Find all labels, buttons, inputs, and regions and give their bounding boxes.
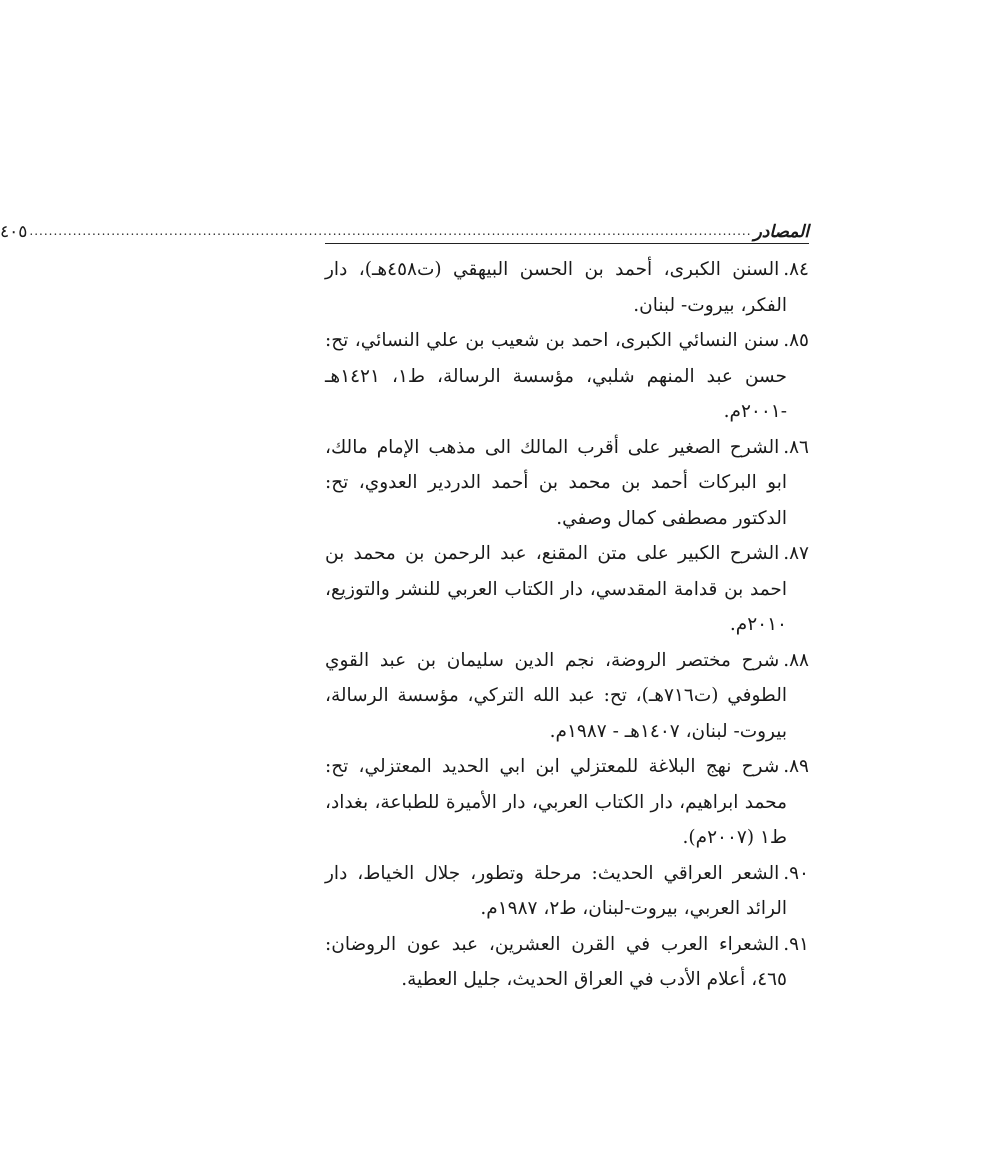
dot-leader: ......................................................................................................................................................	[29, 224, 752, 238]
page-number: ٤٠٥	[0, 222, 28, 242]
section-title: المصادر	[753, 222, 809, 242]
entry-text: الشرح الصغير على أقرب المالك الى مذهب الإمام مالك، ابو البركات أحمد بن محمد بن أحمد الدردير العدوي، تح: الدكتور مصطفى كمال وصفي.	[325, 436, 787, 529]
running-header	[0, 216, 809, 242]
entry-number: ٨٥.	[783, 330, 809, 351]
bibliography-entry	[325, 323, 809, 430]
entry-text: شرح نهج البلاغة للمعتزلي ابن ابي الحديد المعتزلي، تح: محمد ابراهيم، دار الكتاب العربي، دار الأميرة للطباعة، بغداد، ط١ (٢٠٠٧م).	[325, 756, 787, 848]
entry-number: ٨٦.	[783, 436, 809, 458]
bibliography-list	[325, 252, 809, 998]
entry-number: ٩٠.	[783, 862, 809, 884]
bibliography-entry	[325, 749, 809, 856]
entry-text: الشعراء العرب في القرن العشرين، عبد عون الروضان: ٤٦٥، أعلام الأدب في العراق الحديث، جليل العطية.	[325, 933, 787, 990]
entry-text: السنن الكبرى، أحمد بن الحسن البيهقي (ت٤٥٨هـ)، دار الفكر، بيروت- لبنان.	[325, 259, 787, 316]
entry-text: سنن النسائي الكبرى، احمد بن شعيب بن علي النسائي، تح: حسن عبد المنهم شلبي، مؤسسة الرسالة، ط١، ١٤٢١هـ -٢٠٠١م.	[325, 330, 787, 422]
entry-number: ٨٧.	[783, 543, 809, 564]
entry-number: ٨٩.	[783, 756, 809, 777]
bibliography-entry	[325, 252, 809, 323]
entry-text: الشرح الكبير على متن المقنع، عبد الرحمن بن محمد بن احمد بن قدامة المقدسي، دار الكتاب العربي للنشر والتوزيع، ٢٠١٠م.	[325, 543, 787, 635]
entry-number: ٨٨.	[783, 649, 809, 671]
bibliography-entry	[325, 927, 809, 998]
entry-text: الشعر العراقي الحديث: مرحلة وتطور، جلال الخياط، دار الرائد العربي، بيروت-لبنان، ط٢، ١٩٨٧م.	[325, 862, 787, 919]
bibliography-entry	[325, 430, 809, 537]
entry-number: ٩١.	[783, 933, 809, 955]
entry-number: ٨٤.	[783, 259, 809, 280]
bibliography-entry	[325, 643, 809, 750]
header-rule	[325, 243, 809, 244]
entry-text: شرح مختصر الروضة، نجم الدين سليمان بن عبد القوي الطوفي (ت٧١٦هـ)، تح: عبد الله التركي، مؤسسة الرسالة، بيروت- لبنان، ١٤٠٧هـ - ١٩٨٧م.	[325, 649, 787, 742]
bibliography-entry	[325, 536, 809, 643]
bibliography-entry	[325, 856, 809, 927]
